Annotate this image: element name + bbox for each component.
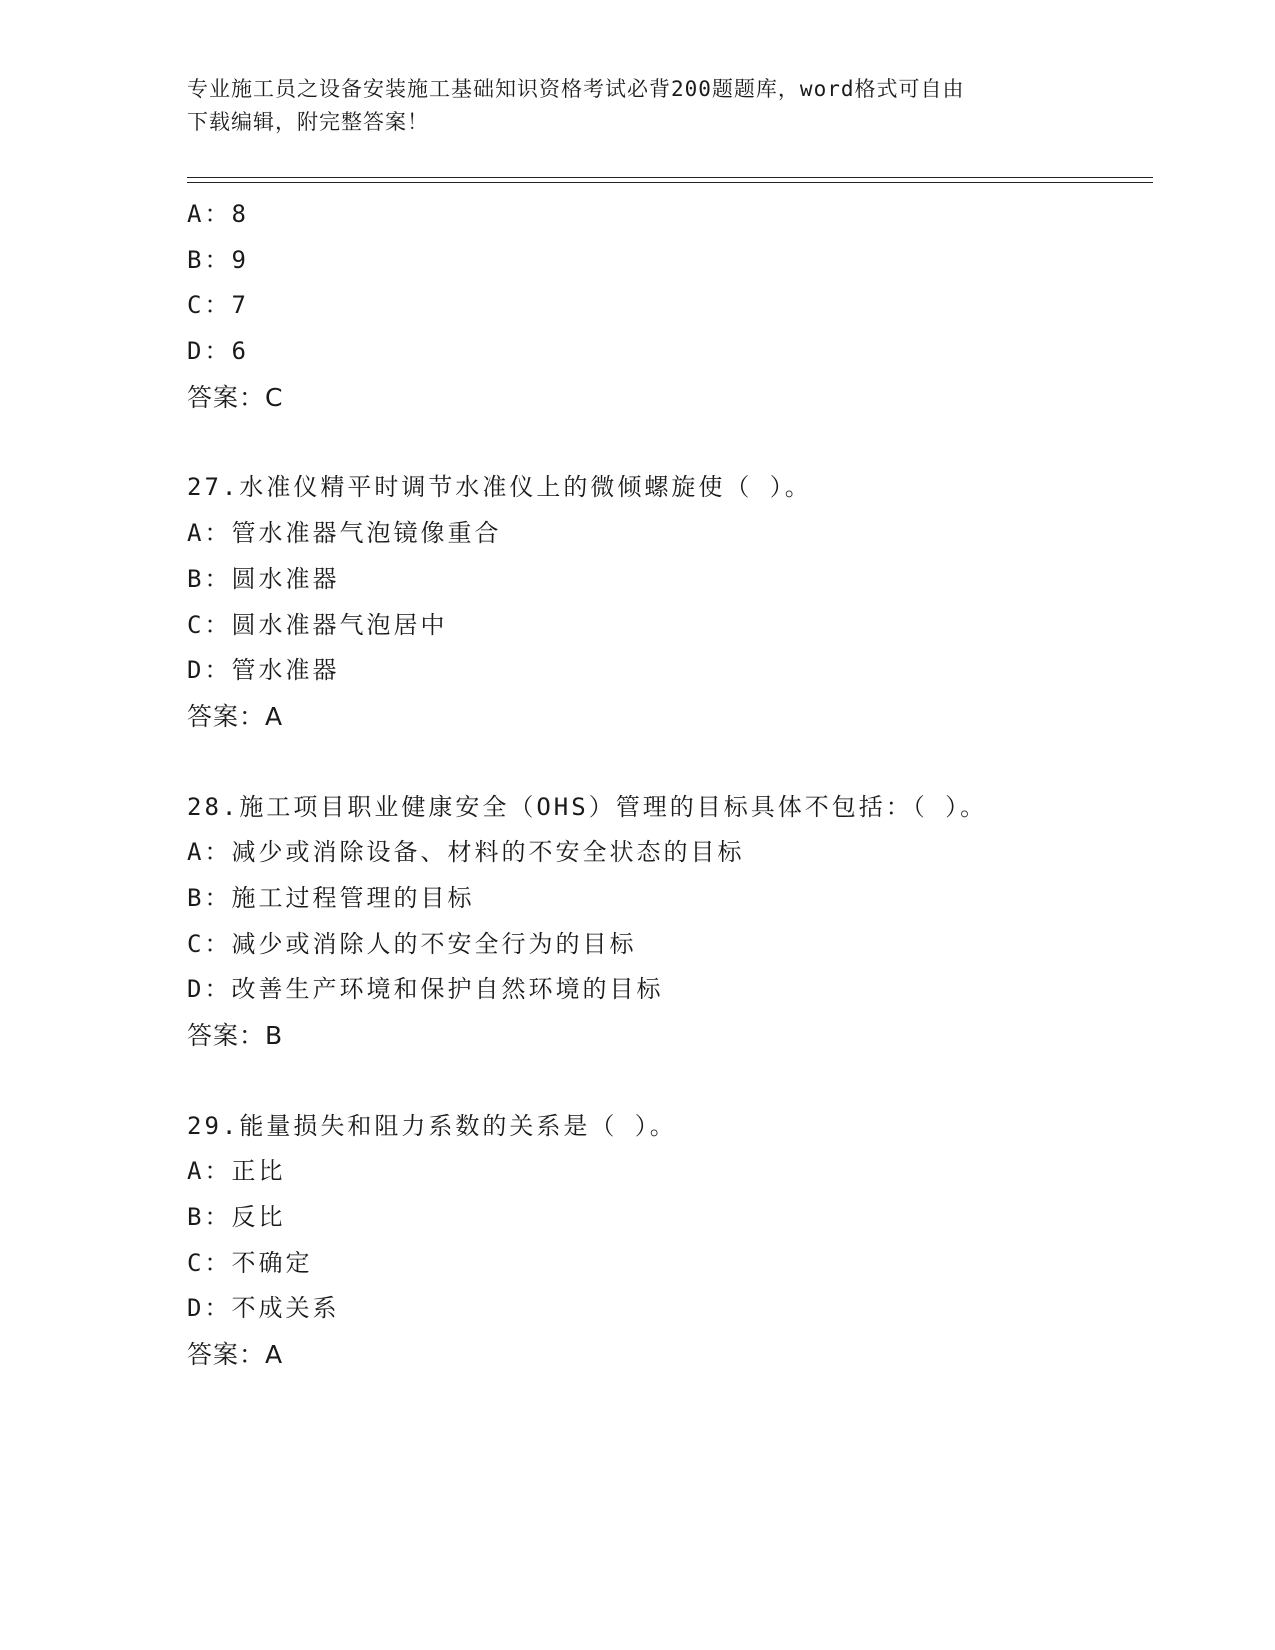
option-b: B：施工过程管理的目标	[187, 883, 475, 912]
question-27	[187, 465, 1167, 739]
option-c: C：圆水准器气泡居中	[187, 610, 448, 639]
option-a: A：8	[187, 200, 249, 228]
option-c: C：7	[187, 291, 249, 320]
question-28	[187, 785, 1167, 1059]
header-line-2: 下载编辑，附完整答案！	[187, 110, 429, 134]
question-text: 29.能量损失和阻力系数的关系是（ ）。	[187, 1111, 677, 1140]
question-29	[187, 1104, 1167, 1378]
option-d: D：管水准器	[187, 656, 340, 685]
option-b: B：9	[187, 245, 249, 274]
option-c: C：不确定	[187, 1248, 313, 1277]
option-a: A：管水准器气泡镜像重合	[187, 519, 502, 548]
option-d: D：6	[187, 337, 249, 366]
answer: 答案：B	[187, 1021, 284, 1050]
option-c: C：减少或消除人的不安全行为的目标	[187, 929, 637, 958]
option-b: B：圆水准器	[187, 564, 340, 593]
option-a: A：正比	[187, 1157, 286, 1186]
question-text: 27.水准仪精平时调节水准仪上的微倾螺旋使（ ）。	[187, 473, 812, 502]
option-b: B：反比	[187, 1203, 286, 1232]
option-a: A：减少或消除设备、材料的不安全状态的目标	[187, 838, 745, 867]
document-body	[187, 192, 1167, 1378]
header-divider-top	[187, 177, 1153, 178]
header-divider-bottom	[187, 182, 1153, 183]
option-d: D：改善生产环境和保护自然环境的目标	[187, 975, 664, 1004]
answer: 答案：A	[187, 701, 284, 731]
answer: 答案：C	[187, 382, 284, 412]
header-line-1: 专业施工员之设备安装施工基础知识资格考试必背200题题库，word格式可自由	[187, 77, 965, 101]
question-text: 28.施工项目职业健康安全（OHS）管理的目标具体不包括：（ ）。	[187, 792, 988, 821]
option-d: D：不成关系	[187, 1294, 340, 1323]
question-26-continued	[187, 192, 1167, 420]
answer: 答案：A	[187, 1340, 284, 1370]
document-header	[187, 73, 1087, 139]
